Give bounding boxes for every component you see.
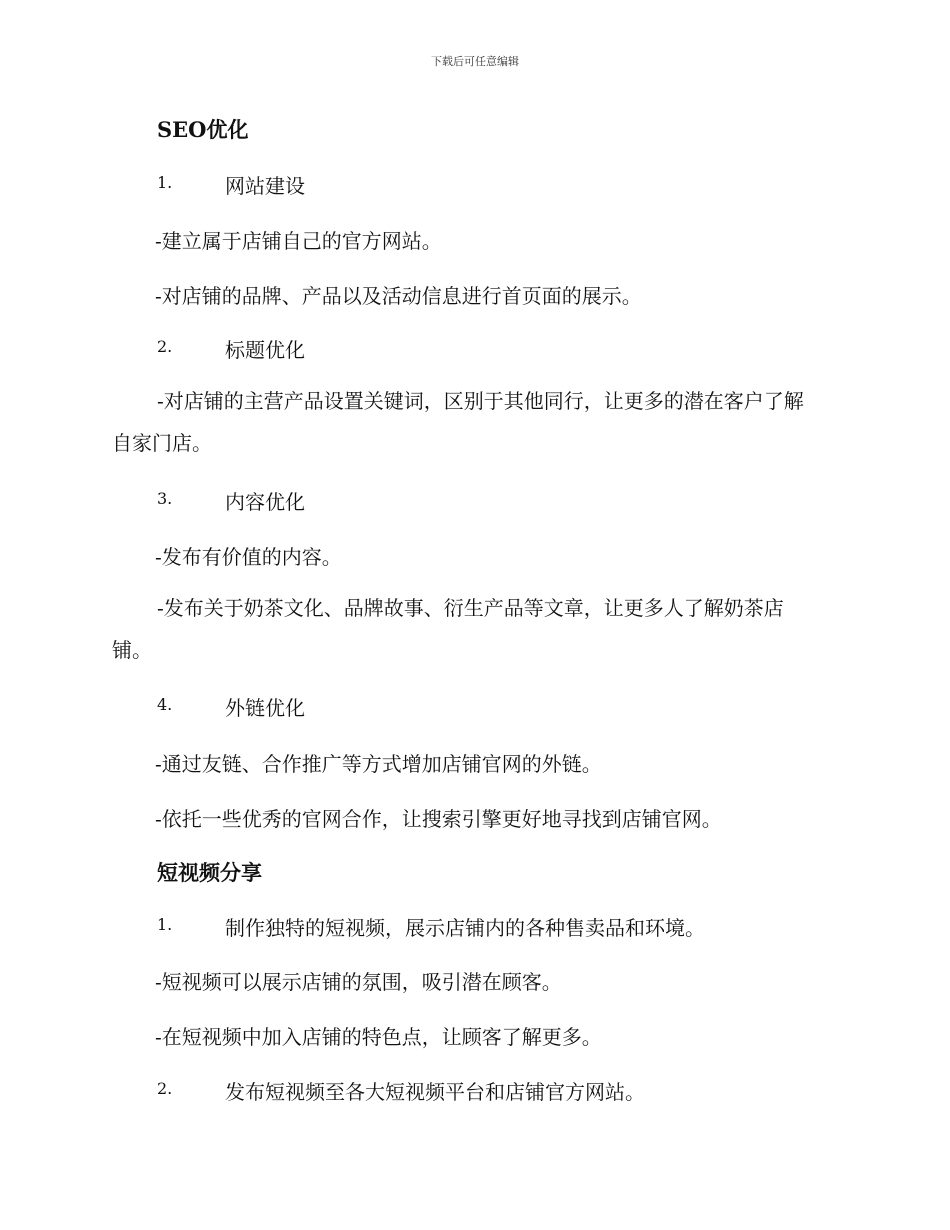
item-number: 3. — [157, 489, 173, 508]
bullet-line: -对店铺的品牌、产品以及活动信息进行首页面的展示。 — [155, 284, 642, 308]
item-title: 外链优化 — [225, 696, 305, 720]
bullet-paragraph: -发布关于奶茶文化、品牌故事、衍生产品等文章，让更多人了解奶茶店铺。 — [112, 596, 784, 662]
item-number: 2. — [157, 337, 173, 356]
bullet-line: -发布有价值的内容。 — [155, 545, 342, 569]
bullet-line: -依托一些优秀的官网合作，让搜索引擎更好地寻找到店铺官网。 — [155, 807, 722, 831]
bullet-line: -短视频可以展示店铺的氛围，吸引潜在顾客。 — [155, 970, 562, 994]
item-title: 网站建设 — [225, 174, 305, 198]
item-title: 标题优化 — [225, 338, 305, 362]
item-title: 发布短视频至各大短视频平台和店铺官方网站。 — [225, 1080, 645, 1104]
section-heading-seo: SEO优化 — [157, 117, 249, 142]
item-number: 1. — [157, 915, 173, 934]
item-number: 4. — [157, 695, 173, 714]
item-title: 制作独特的短视频，展示店铺内的各种售卖品和环境。 — [225, 916, 705, 940]
bullet-paragraph: -对店铺的主营产品设置关键词，区别于其他同行，让更多的潜在客户了解自家门店。 — [112, 389, 804, 455]
item-number: 1. — [157, 173, 173, 192]
item-title: 内容优化 — [225, 490, 305, 514]
page-header: 下载后可任意编辑 — [431, 55, 519, 68]
section-heading-short-video: 短视频分享 — [157, 860, 262, 885]
bullet-line: -建立属于店铺自己的官方网站。 — [155, 229, 442, 253]
bullet-line: -在短视频中加入店铺的特色点，让顾客了解更多。 — [155, 1025, 602, 1049]
item-number: 2. — [157, 1079, 173, 1098]
bullet-line: -通过友链、合作推广等方式增加店铺官网的外链。 — [155, 752, 602, 776]
